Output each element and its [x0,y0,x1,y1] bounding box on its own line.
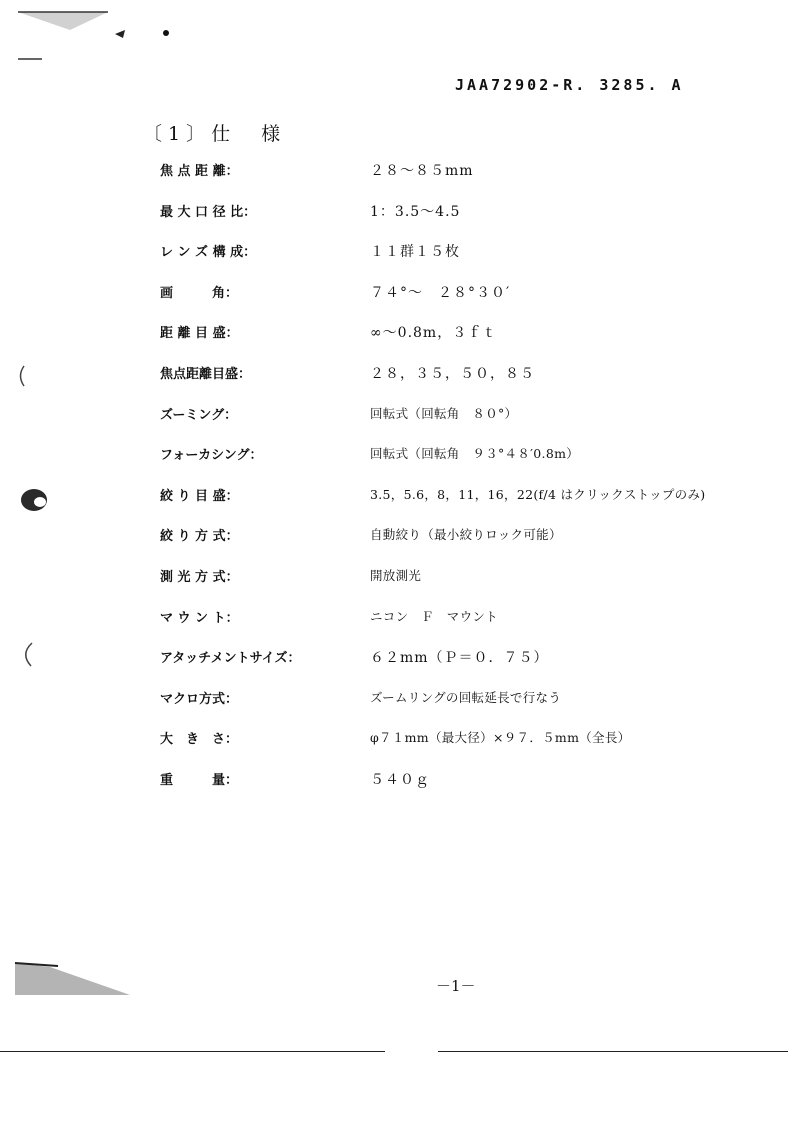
spec-label: 焦点距離目盛： [160,366,252,382]
spec-value: 3.5，5.6，8，11，16，22(f/4 はクリックストップのみ) [370,486,706,502]
spec-row-metering [160,566,780,607]
spec-label: レ ン ズ 構 成： [160,245,257,261]
page-number: －1－ [436,977,476,995]
spec-row-weight [160,769,780,810]
spec-value: 1：3.5～4.5 [370,203,461,220]
spec-value: ２８～８５mm [370,163,474,179]
spec-label: 大 き さ： [160,732,239,748]
spec-row-focal-length [160,160,780,201]
punch-hole-marks [0,360,60,670]
spec-label: 距 離 目 盛： [160,326,239,342]
divider-right [438,1051,788,1052]
spec-value: 自動絞り（最小絞りロック可能） [370,527,562,543]
spec-value: 回転式（回転角 ９３°４８′0.8m） [370,446,580,462]
spec-value: ６２mm（Ｐ＝０．７５） [370,650,549,667]
spec-label: 焦 点 距 離： [160,164,239,179]
spec-row-max-aperture [160,201,780,242]
spec-label: ズーミング： [160,407,238,423]
document-id: JAA72902-R. 3285. A [455,76,684,94]
spec-label: マ ウ ン ト： [160,610,239,626]
scan-artifact-top-left [0,0,200,70]
spec-label: 最 大 口 径 比： [160,204,257,220]
scan-artifact-bottom-left [10,960,140,1000]
spec-row-focal-length-scale [160,363,780,404]
spec-value: 回転式（回転角 ８０°） [370,405,518,421]
spec-value: φ７１mm（最大径）×９７．５mm（全長） [370,730,631,746]
spec-label: アタッチメントサイズ： [160,651,301,667]
spec-row-angle-of-view [160,282,780,323]
spec-label: 絞 り 方 式： [160,529,239,545]
divider-left [0,1051,385,1052]
spec-row-distance-scale [160,322,780,363]
section-title: 〔1〕仕 様 [143,123,287,145]
spec-value: ７４°～ ２８°３０′ [370,284,511,301]
spec-value: １１群１５枚 [370,244,460,261]
spec-row-zooming [160,404,780,445]
spec-value: ニコン Ｆ マウント [370,608,499,624]
spec-value: ズームリングの回転延長で行なう [370,689,562,705]
spec-label: 絞 り 目 盛： [160,488,239,504]
spec-row-lens-construction [160,241,780,282]
spec-label: フォーカシング： [160,448,263,464]
spec-label: マクロ方式： [160,691,239,707]
spec-value: 開放測光 [370,567,422,583]
spec-row-attachment-size [160,647,780,688]
spec-row-focusing [160,444,780,485]
spec-row-diaphragm [160,525,780,566]
spec-value: ５４０ｇ [370,771,430,788]
spec-value: ∞～0.8m，３ｆｔ [370,325,498,342]
spec-label: 重 量： [160,772,239,788]
spec-row-mount [160,607,780,648]
spec-label: 測 光 方 式： [160,569,239,585]
spec-row-macro [160,688,780,729]
spec-label: 画 角： [160,285,239,301]
spec-list [160,160,780,810]
spec-value: ２８，３５，５０，８５ [370,365,535,382]
spec-row-aperture-scale [160,485,780,526]
spec-row-dimensions [160,728,780,769]
